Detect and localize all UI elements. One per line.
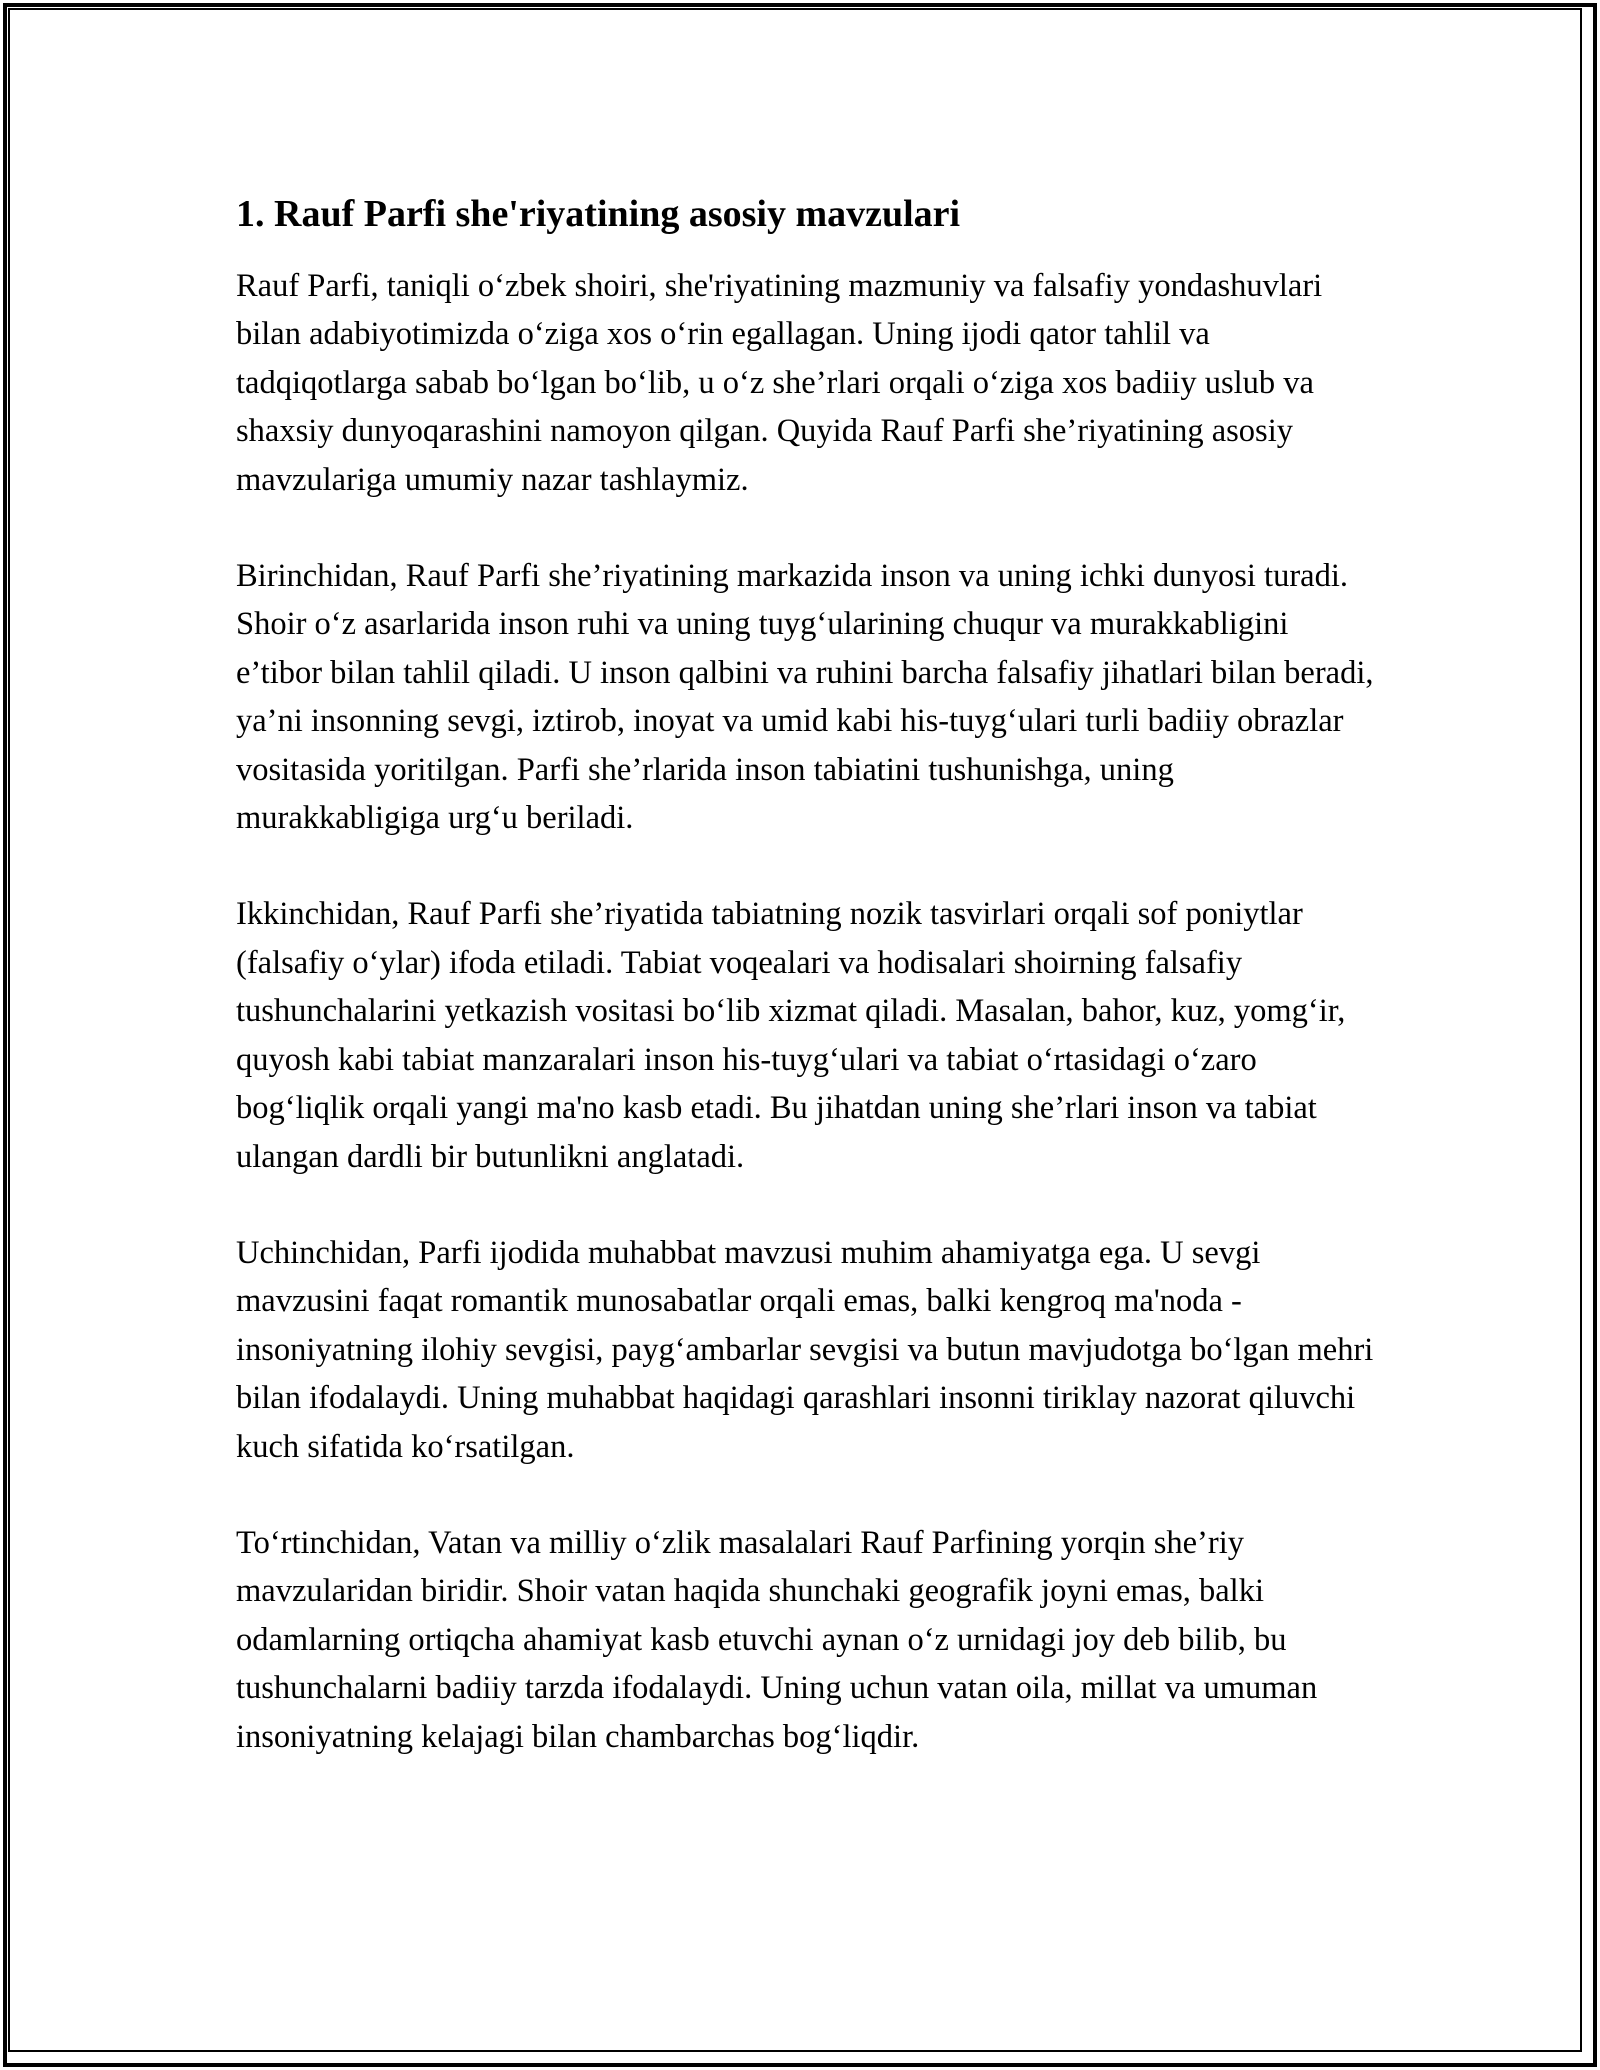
- paragraph-third-theme: Uchinchidan, Parfi ijodida muhabbat mavzusi muhim ahamiyatga ega. U sevgi mavzusini faqat romantik munosabatlar orqali emas, balki kengroq ma'noda - insoniyatning ilohiy sevgisi, payg‘ambarlar sevgisi va butun mavjudotga bo‘lgan mehri bilan ifodalaydi. Uning muhabbat haqidagi qarashlari insonni tiriklay nazorat qiluvchi kuch sifatida ko‘rsatilgan.: [236, 1234, 1374, 1465]
- paragraph-second-theme: Ikkinchidan, Rauf Parfi she’riyatida tabiatning nozik tasvirlari orqali sof poniytlar (falsafiy o‘ylar) ifoda etiladi. Tabiat voqealari va hodisalari shoirning falsafiy tushunchalarini yetkazish vositasi bo‘lib xizmat qiladi. Masalan, bahor, kuz, yomg‘ir, quyosh kabi tabiat manzaralari inson his-tuyg‘ulari va tabiat o‘rtasidagi o‘zaro bog‘liqlik orqali yangi ma'no kasb etadi. Bu jihatdan uning she’rlari inson va tabiat ulangan dardli bir butunlikni anglatadi.: [236, 896, 1346, 1175]
- document-body: [236, 188, 1376, 1809]
- paragraph-intro: Rauf Parfi, taniqli o‘zbek shoiri, she'riyatining mazmuniy va falsafiy yondashuvlari bilan adabiyotimizda o‘ziga xos o‘rin egallagan. Uning ijodi qator tahlil va tadqiqotlarga sabab bo‘lgan bo‘lib, u o‘z she’rlari orqali o‘ziga xos badiiy uslub va shaxsiy dunyoqarashini namoyon qilgan. Quyida Rauf Parfi she’riyatining asosiy mavzulariga umumiy nazar tashlaymiz.: [236, 268, 1323, 498]
- section-heading: 1. Rauf Parfi she'riyatining asosiy mavzulari: [236, 193, 961, 235]
- paragraph-first-theme: Birinchidan, Rauf Parfi she’riyatining markazida inson va uning ichki dunyosi turadi. Shoir o‘z asarlarida inson ruhi va uning tuyg‘ularining chuqur va murakkabligini e’tibor bilan tahlil qiladi. U inson qalbini va ruhini barcha falsafiy jihatlari bilan beradi, ya’ni insonning sevgi, iztirob, inoyat va umid kabi his-tuyg‘ulari turli badiiy obrazlar vositasida yoritilgan. Parfi she’rlarida inson tabiatini tushunishga, uning murakkabligiga urg‘u beriladi.: [236, 558, 1374, 837]
- paragraph-fourth-theme: To‘rtinchidan, Vatan va milliy o‘zlik masalalari Rauf Parfining yorqin she’riy mavzularidan biridir. Shoir vatan haqida shunchaki geografik joyni emas, balki odamlarning ortiqcha ahamiyat kasb etuvchi aynan o‘z urnidagi joy deb bilib, bu tushunchalarni badiiy tarzda ifodalaydi. Uning uchun vatan oila, millat va umuman insoniyatning kelajagi bilan chambarchas bog‘liqdir.: [236, 1524, 1318, 1755]
